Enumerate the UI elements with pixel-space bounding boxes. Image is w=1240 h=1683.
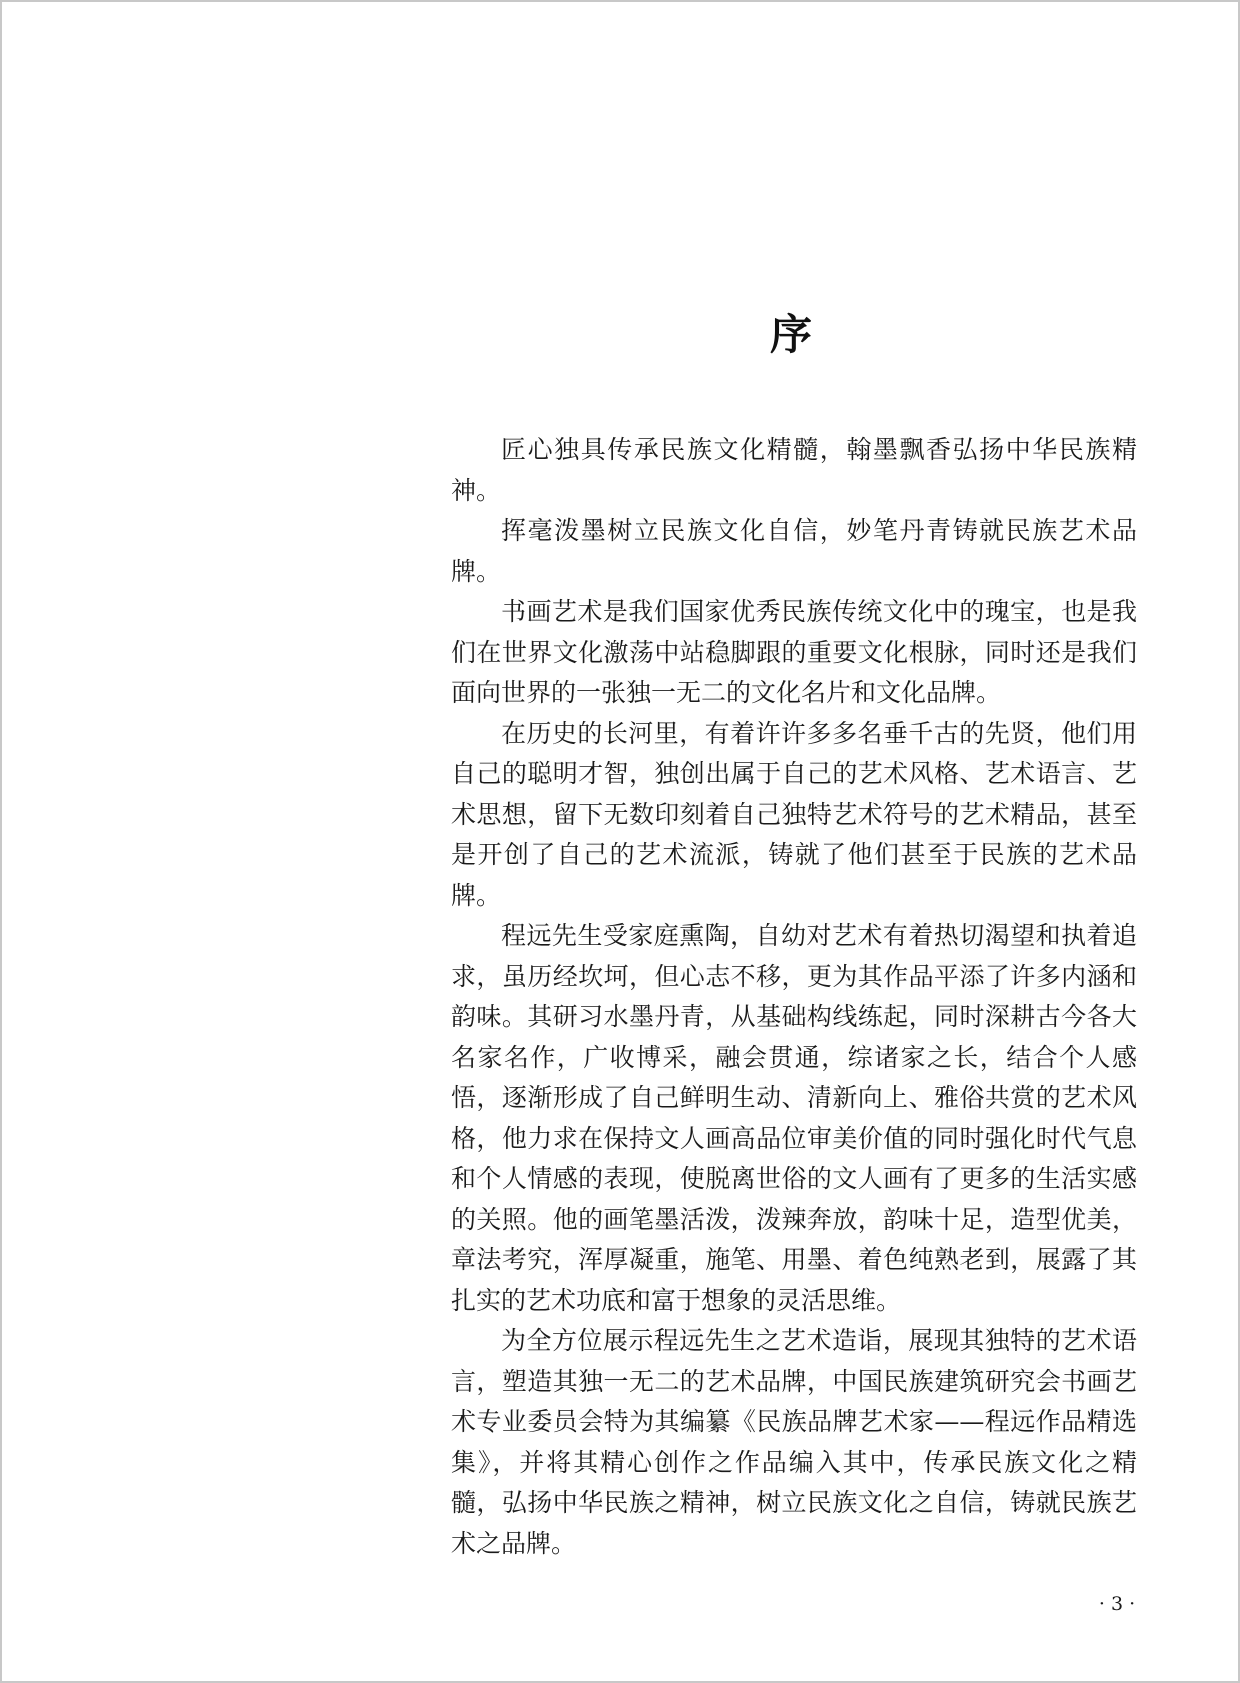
preface-body (451, 430, 1137, 1564)
paragraph-6: 为全方位展示程远先生之艺术造诣，展现其独特的艺术语言，塑造其独一无二的艺术品牌，中国民族建筑研究会书画艺术专业委员会特为其编纂《民族品牌艺术家——程远作品精选集》，并将其精心创作之作品编入其中，传承民族文化之精髓，弘扬中华民族之精神，树立民族文化之自信，铸就民族艺术之品牌。 (451, 1326, 1137, 1558)
page-number: · 3 · (1098, 1593, 1136, 1615)
page-title: 序 (769, 310, 812, 359)
paragraph-1: 匠心独具传承民族文化精髓，翰墨飘香弘扬中华民族精神。 (451, 435, 1137, 505)
paragraph-3: 书画艺术是我们国家优秀民族传统文化中的瑰宝，也是我们在世界文化激荡中站稳脚跟的重要文化根脉，同时还是我们面向世界的一张独一无二的文化名片和文化品牌。 (451, 597, 1137, 707)
paragraph-4: 在历史的长河里，有着许许多多名垂千古的先贤，他们用自己的聪明才智，独创出属于自己的艺术风格、艺术语言、艺术思想，留下无数印刻着自己独特艺术符号的艺术精品，甚至是开创了自己的艺术流派，铸就了他们甚至于民族的艺术品牌。 (451, 718, 1137, 910)
paragraph-2: 挥毫泼墨树立民族文化自信，妙笔丹青铸就民族艺术品牌。 (451, 516, 1137, 586)
paragraph-5: 程远先生受家庭熏陶，自幼对艺术有着热切渴望和执着追求，虽历经坎坷，但心志不移，更为其作品平添了许多内涵和韵味。其研习水墨丹青，从基础构线练起，同时深耕古今各大名家名作，广收博采，融会贯通，综诸家之长，结合个人感悟，逐渐形成了自己鲜明生动、清新向上、雅俗共赏的艺术风格，他力求在保持文人画高品位审美价值的同时强化时代气息和个人情感的表现，使脱离世俗的文人画有了更多的生活实感的关照。他的画笔墨活泼，泼辣奔放，韵味十足，造型优美，章法考究，浑厚凝重，施笔、用墨、着色纯熟老到，展露了其扎实的艺术功底和富于想象的灵活思维。 (451, 921, 1137, 1315)
